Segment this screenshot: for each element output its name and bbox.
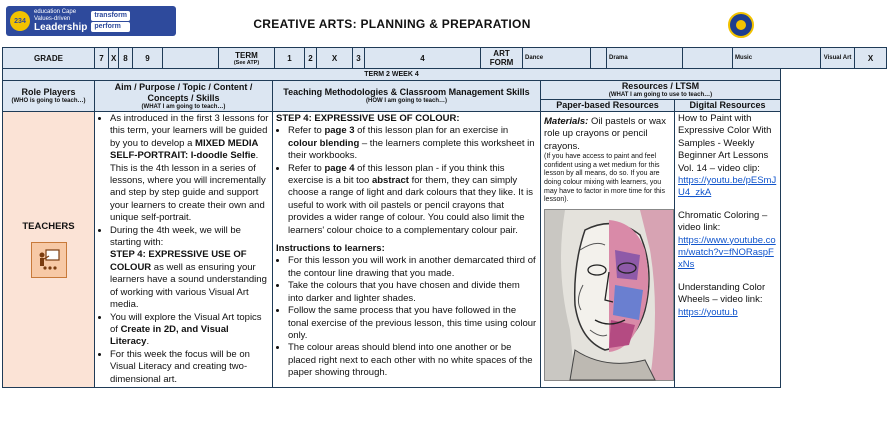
- planning-table: [2, 47, 887, 69]
- week-label: TERM 2 WEEK 4: [3, 69, 781, 81]
- emblem-icon: [728, 12, 754, 38]
- col-role-players: [3, 81, 95, 112]
- grade-label: GRADE: [3, 48, 95, 69]
- method-item: • Refer to page 4 of this lesson plan - if you think this exercise is a bit too abstract for them, they can simply choose a range of light and dark colours that they like. It is useful to work with oil pastels or pencil crayons that provides a wider range of colour. You could also limit the learners' colour choice to a complementary colour pair.: [288, 163, 537, 237]
- term-label: [219, 48, 275, 69]
- col-method-sub: (HOW I am going to teach…): [366, 98, 447, 104]
- aim-item: • During the 4th week, we will be starting with: STEP 4: EXPRESSIVE USE OF COLOUR as well as ensuring your learners have a sound understanding of working with various Visual Art media.: [110, 225, 269, 312]
- grade-9: 9: [133, 48, 163, 69]
- term-1: 1: [275, 48, 305, 69]
- aim-item: • For this week the focus will be on Visual Literacy and creating two-dimensional art.: [110, 349, 269, 386]
- instruction-item: • Follow the same process that you have followed in the tonal exercise of the previous lesson, this time using colour only.: [288, 305, 537, 342]
- col-resources-sub: (WHAT I am going to use to teach…): [608, 92, 713, 98]
- digital-resource-1: How to Paint with Expressive Color With Samples - Weekly Beginner Art Lessons Vol. 14 – video clip: https://youtu.be/pESmJU4_zkA: [678, 113, 777, 199]
- col-role-title: Role Players: [21, 87, 76, 97]
- materials-text: Oil pastels or wax role up crayons or pencil crayons.: [544, 116, 666, 152]
- aim-item: • You will explore the Visual Art topics of Create in 2D, and Visual Literacy.: [110, 312, 269, 349]
- term-sub: (See ATP): [233, 59, 260, 66]
- materials-label: Materials:: [544, 116, 589, 127]
- page-title: CREATIVE ARTS: PLANNING & PREPARATION: [253, 17, 531, 31]
- col-aim-sub: (WHAT I am going to teach…): [141, 103, 226, 110]
- col-paper: Paper-based Resources: [541, 100, 675, 112]
- video-link-3[interactable]: https://youtu.b: [678, 306, 738, 318]
- instruction-item: • For this lesson you will work in another demarcated third of the contour line drawing that you made.: [288, 255, 537, 280]
- aim-item: • As introduced in the first 3 lessons for this term, your learners will be guided by you to develop a MIXED MEDIA SELF-PORTRAIT: I-doodle Selfie. This is the 4th lesson in a series of lessons, where you will incrementally and step by step guide and support your learners to create their own and unique self-portrait.: [110, 113, 269, 225]
- art-form-label: ART FORM: [481, 48, 523, 69]
- grade-8: 8: [119, 48, 133, 69]
- digital-resource-3: Understanding Color Wheels – video link: https://youtu.b: [678, 281, 766, 318]
- grade-7: 7: [95, 48, 109, 69]
- method-step-heading: STEP 4: EXPRESSIVE USE OF COLOUR:: [276, 113, 460, 124]
- form-selected-mark: X: [855, 48, 887, 69]
- instructions-heading: Instructions to learners:: [276, 243, 385, 255]
- self-portrait-artwork-image: [544, 209, 674, 381]
- col-method-title: Teaching Methodologies & Classroom Management Skills: [283, 87, 530, 97]
- video-link-1[interactable]: https://youtu.be/pESmJU4_zkA: [678, 175, 777, 199]
- term-2: 2: [305, 48, 317, 69]
- col-aim-title: Aim / Purpose / Topic / Content / Concepts / Skills: [114, 81, 253, 103]
- logo-tag-transform: transform: [91, 11, 130, 21]
- grade-row: [3, 48, 887, 69]
- form-dance: Dance: [523, 48, 591, 69]
- term-2-mark: X: [317, 48, 353, 69]
- digital-cell: [675, 112, 781, 388]
- col-method: [273, 81, 541, 112]
- method-item: • Refer to page 3 of this lesson plan for an exercise in colour blending – the learners complete this worksheet in their workbooks.: [288, 125, 537, 162]
- logo-tagline: education Cape: [34, 9, 77, 15]
- col-digital: Digital Resources: [675, 100, 781, 112]
- grade-7-mark: X: [109, 48, 119, 69]
- teachers-cell: [3, 112, 95, 388]
- materials-note: (If you have access to paint and feel confident using a wet medium for this lesson by all means, do so. If you are doing colour mixing with learners, you may have to factor in more time for this lesson).: [544, 153, 665, 204]
- logo-line2: Leadership: [34, 22, 88, 33]
- form-drama: Drama: [607, 48, 683, 69]
- video-link-2[interactable]: https://www.youtube.com/watch?v=fNORaspFxNs: [678, 234, 776, 271]
- paper-cell: [541, 112, 675, 388]
- teacher-presentation-icon: [31, 242, 67, 278]
- teachers-label: TEACHERS: [22, 221, 75, 233]
- digital-resource-2: Chromatic Coloring – video link: https://www.youtube.com/watch?v=fNORaspFxNs: [678, 209, 776, 271]
- logo-badge: 234: [10, 11, 30, 31]
- method-cell: [273, 112, 541, 388]
- col-role-sub: (WHO is going to teach…): [11, 98, 86, 104]
- col-aim: [95, 81, 273, 112]
- logo-line1: Values-driven: [34, 16, 71, 22]
- term-label-text: TERM: [235, 50, 258, 60]
- aim-cell: [95, 112, 273, 388]
- form-music: Music: [733, 48, 821, 69]
- instruction-item: • Take the colours that you have chosen and divide them into darker and lighter shades.: [288, 280, 537, 305]
- logo-tag-perform: perform: [91, 22, 130, 32]
- form-visual-art: Visual Art: [821, 48, 855, 69]
- col-resources: [541, 81, 781, 100]
- content-table: [2, 68, 781, 388]
- instruction-item: • The colour areas should blend into one another or be placed right next to each other with no white spaces of the paper showing through.: [288, 342, 537, 379]
- term-4: 4: [365, 48, 481, 69]
- col-resources-title: Resources / LTSM: [621, 81, 700, 91]
- term-3: 3: [353, 48, 365, 69]
